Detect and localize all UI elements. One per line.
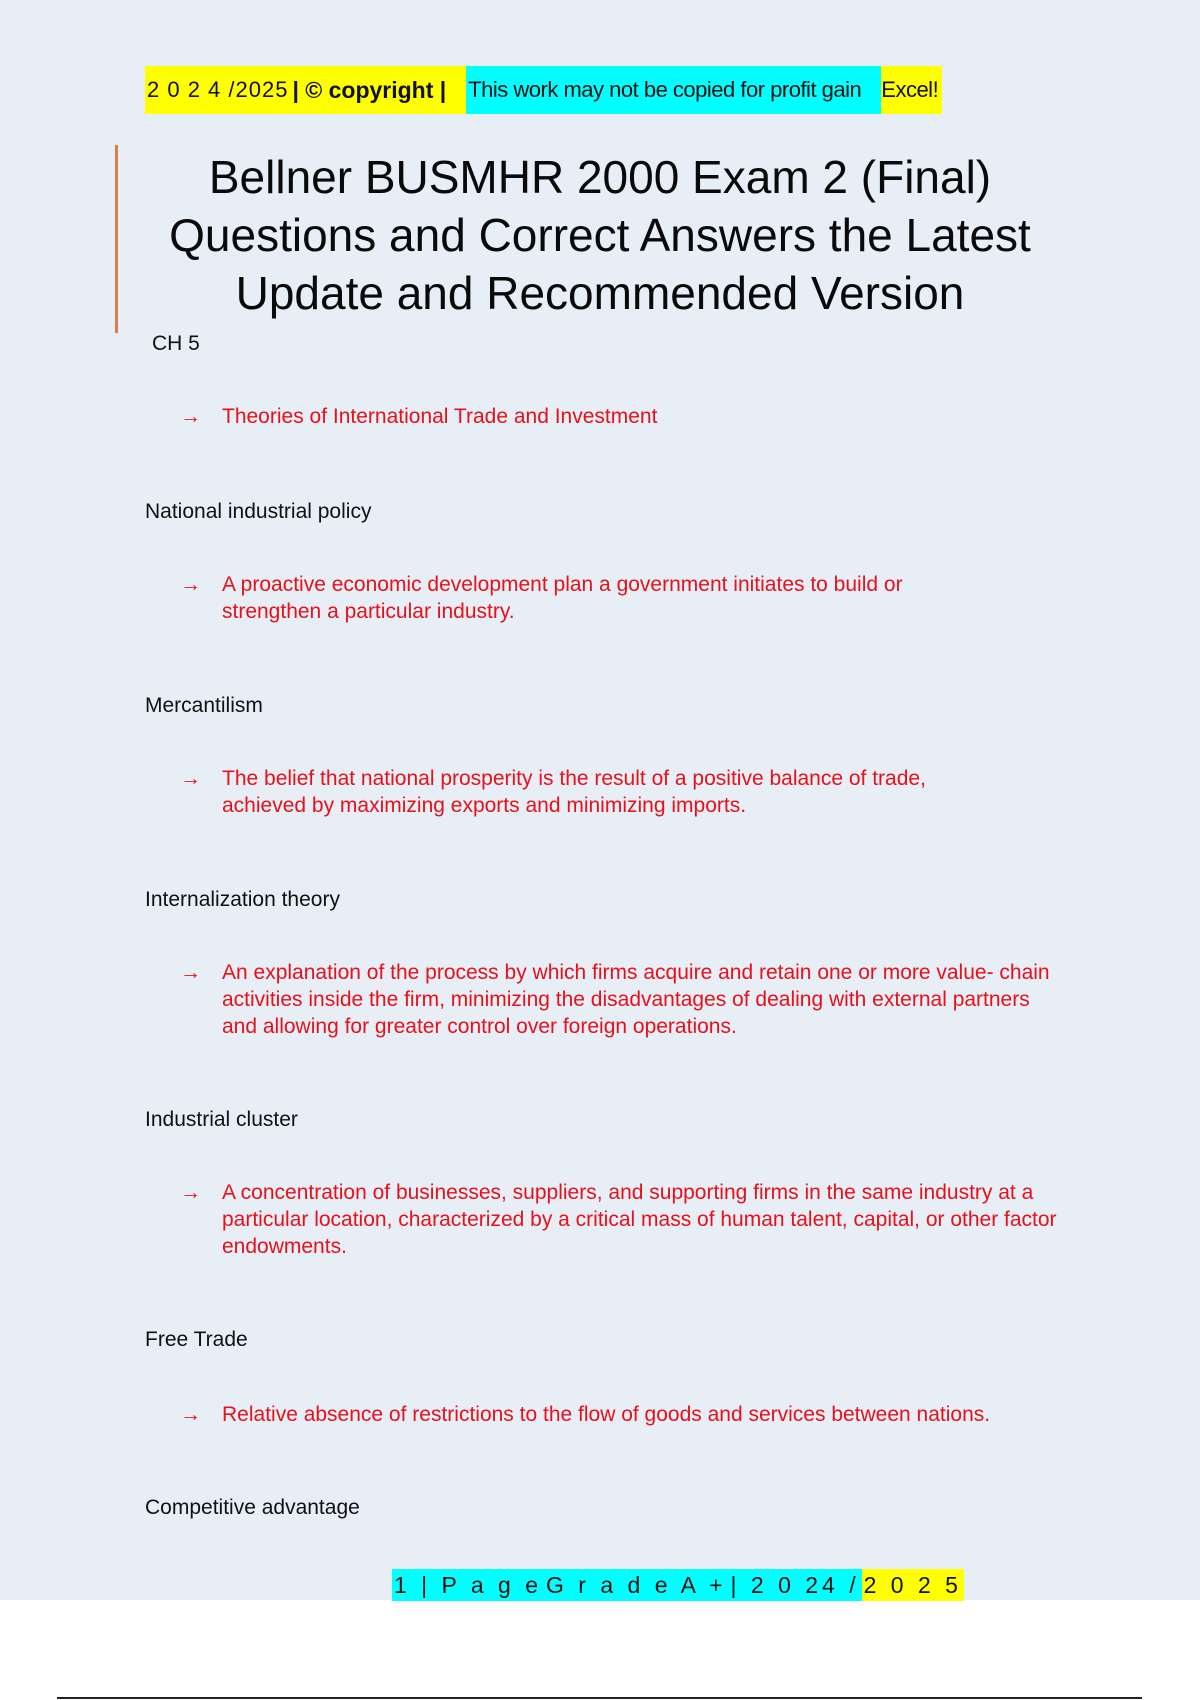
copyright-header-bar — [145, 66, 942, 114]
definition-industrial-cluster — [180, 1179, 1060, 1260]
title-accent-rule — [115, 145, 118, 333]
definition-internalization-theory — [180, 959, 1060, 1040]
term-industrial-cluster: Industrial cluster — [145, 1108, 298, 1131]
footer-grade: G r a d e A + — [544, 1569, 729, 1601]
definition-free-trade — [180, 1401, 1080, 1428]
term-national-industrial-policy: National industrial policy — [145, 500, 372, 523]
arrow-icon: → — [180, 767, 201, 790]
term-free-trade: Free Trade — [145, 1328, 248, 1351]
chapter-label: CH 5 — [152, 332, 200, 355]
term-competitive-advantage: Competitive advantage — [145, 1496, 360, 1519]
definition-mercantilism — [180, 765, 950, 819]
definition-text: Theories of International Trade and Investment — [222, 405, 658, 428]
header-copyright: | © copyright | — [292, 66, 466, 114]
term-mercantilism: Mercantilism — [145, 694, 263, 717]
definition-text: Relative absence of restrictions to the flow of goods and services between nations. — [222, 1403, 991, 1426]
document-title: Bellner BUSMHR 2000 Exam 2 (Final) Questions and Correct Answers the Latest Update and Recommended Version — [169, 151, 1031, 319]
definition-national-industrial-policy — [180, 571, 980, 625]
header-excel: Excel! — [881, 66, 942, 114]
definition-text: A concentration of businesses, suppliers, and supporting firms in the same industry at a particular location, characterized by a critical mass of human talent, capital, or other factor endowments. — [222, 1181, 1057, 1258]
footer-year-b: 2 0 2 5 — [862, 1569, 964, 1601]
term-internalization-theory: Internalization theory — [145, 888, 340, 911]
arrow-icon: → — [180, 573, 201, 596]
footer-page-number: 1 | P a g e — [392, 1569, 544, 1601]
definition-text: An explanation of the process by which firms acquire and retain one or more value- chain activities inside the firm, minimizing the disadvantages of dealing with external partners and allowing for greater control over foreign operations. — [222, 961, 1050, 1038]
header-year: 2 0 2 4 /2025 — [145, 66, 292, 114]
footer-year-a: | 2 0 24 / — [729, 1569, 862, 1601]
intro-definition — [180, 403, 657, 430]
page-bottom-rule — [57, 1697, 1142, 1699]
definition-text: The belief that national prosperity is the result of a positive balance of trade, achieved by maximizing exports and minimizing imports. — [222, 767, 926, 817]
arrow-icon: → — [180, 1181, 201, 1204]
definition-text: A proactive economic development plan a government initiates to build or strengthen a particular industry. — [222, 573, 903, 623]
header-notice: This work may not be copied for profit gain — [466, 66, 881, 114]
arrow-icon: → — [180, 1403, 201, 1426]
page-footer-bar — [392, 1569, 964, 1601]
arrow-icon: → — [180, 961, 201, 984]
arrow-icon: → — [180, 405, 201, 428]
